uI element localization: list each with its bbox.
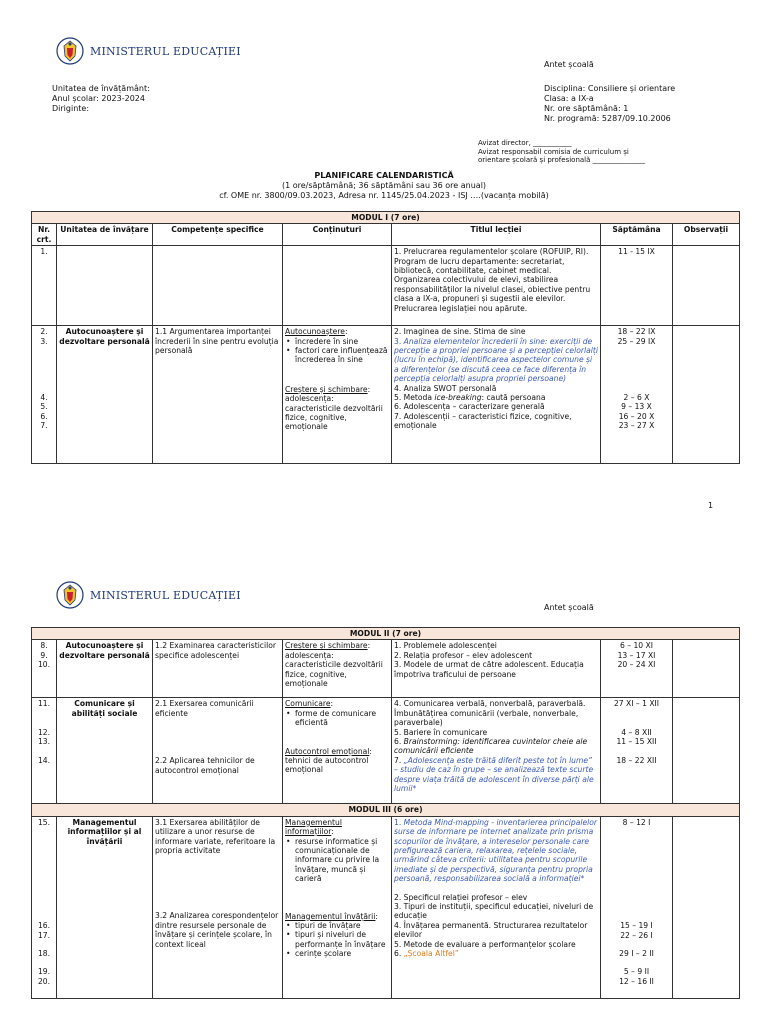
planning-table-page2: [31, 627, 740, 999]
content-item: • factori care influențează încrederea în sine: [295, 346, 389, 365]
content-item: • forme de comunicare eficientă: [295, 709, 389, 728]
info-unit: Unitatea de învățământ:: [52, 84, 150, 93]
competence: 2.1 Exersarea comunicării eficiente 2.2 Aplicarea tehnicilor de autocontrol emoțional: [153, 698, 283, 804]
antet-scoala-page2: Antet școală: [544, 603, 594, 612]
table-row: 11. 12. 13. 14. Comunicare și abilități sociale 2.1 Exersarea comunicării eficiente 2.2 Aplicarea tehnicilor de autocontrol emoțional Comunicare: • forme de comunicare eficientă Autocontrol emoțional: tehnici de autocontrol emoțional 4. Comunicarea verbală, nonverbală, paraverbală. Îmbunătățirea comunicării (verbale, nonverbale, paraverbale) 5. Bariere în comunicare 6. Brainstorming: identificarea cuvintelor cheie ale comunicării eficiente 7. „Adolescența este trăită diferit peste tot în lume” – studiu de caz în grupe – se analizează texte scurte despre viața trăită de adolescent în diverse părți ale lumii* 27 XI – 1 XII 4 – 8 XII 11 – 15 XII 18 – 22 XII: [32, 698, 740, 804]
module-1-row: [32, 212, 740, 224]
document-legal-ref: cf. OME nr. 3800/09.03.2023, Adresa nr. 1145/25.04.2023 - ISJ ….(vacanța mobilă): [219, 191, 549, 200]
weeks: 18 – 22 IX 25 – 29 IX 2 – 6 X 9 – 13 X 16 – 20 X 23 – 27 X: [601, 326, 673, 464]
week: 11 - 15 IX: [601, 246, 673, 326]
approval-director: Avizat director, ___________: [478, 139, 572, 147]
content-item: • cerințe școlare: [295, 949, 389, 958]
lesson-titles: 1. Metoda Mind-mapping - inventarierea principalelor surse de informare pe internet analizate prin prisma scopurilor de învățare, a intereselor personale care prefigurează cariera, relaxarea, rețelele sociale, urmărind câteva criterii: utilitatea pentru scopurile imediate și de perspectivă, siguranța pentru propria persoană, responsabilizarea socială a informației* 2. Specificul relației profesor – elev 3. Tipuri de instituții, specificul educației, niveluri de educație 4. Învățarea permanentă. Structurarea rezultatelor elevilor 5. Metode de evaluare a performanțelor școlare 6. „Școala Altfel”: [392, 816, 601, 998]
learning-unit: Managementul informațiilor și al învățării: [57, 816, 153, 998]
page-number: 1: [708, 501, 714, 510]
header-week: Săptămâna: [601, 224, 673, 246]
lesson-titles: 4. Comunicarea verbală, nonverbală, paraverbală. Îmbunătățirea comunicării (verbale, nonverbale, paraverbale) 5. Bariere în comunicare 6. Brainstorming: identificarea cuvintelor cheie ale comunicării eficiente 7. „Adolescența este trăită diferit peste tot în lume” – studiu de caz în grupe – se analizează texte scurte despre viața trăită de adolescent în diverse părți ale lumii*: [392, 698, 601, 804]
coat-of-arms-icon: [56, 580, 84, 610]
ministry-logo: [56, 36, 241, 66]
header-observations: Observații: [673, 224, 740, 246]
document-title-block: [0, 171, 768, 201]
row-nr: 1.: [32, 246, 57, 326]
school-info: [52, 84, 150, 114]
row-nr-group: 2. 3. 4. 5. 6. 7.: [32, 326, 57, 464]
document-subtitle: (1 ore/săptămână; 36 săptămâni sau 36 ore anual): [281, 181, 487, 190]
header-contents: Conținuturi: [283, 224, 392, 246]
header-unit: Unitatea de învățare: [57, 224, 153, 246]
antet-scoala: Antet școală: [544, 60, 594, 69]
contents: Autocunoaștere: • încredere în sine • factori care influențează încrederea în sine Creștere și schimbare: adolescența: caracteristicile dezvoltării fizice, cognitive, emoționale: [283, 326, 392, 464]
ministry-logo-page2: [56, 580, 241, 610]
contents: Creștere și schimbare: adolescența: caracteristicile dezvoltării fizice, cognitive, emoționale: [283, 640, 392, 698]
content-item: • tipuri și niveluri de performanțe în învățare: [295, 930, 389, 949]
table-row: [32, 326, 740, 464]
ministry-name: MINISTERUL EDUCAȚIEI: [90, 588, 241, 602]
module-3-title: MODUL III (6 ore): [32, 804, 740, 816]
approval-block: [478, 139, 645, 165]
learning-unit: Autocunoaștere și dezvoltare personală: [57, 326, 153, 464]
lesson-title: 1. Prelucrarea regulamentelor școlare (ROFUIP, RI). Program de lucru departamente: secretariat, bibliotecă, contabilitate, cabinet medical. Organizarea colectivului de elevi, stabilirea responsabilităților la nivelul clasei, obiective pentru clasa a IX-a, propuneri și sugestii ale elevilor. Prelucrarea legislației nou apărute.: [392, 246, 601, 326]
lesson-titles: 1. Problemele adolescenței 2. Relația profesor – elev adolescent 3. Modele de urmat de către adolescent. Educația împotriva traficului de persoane: [392, 640, 601, 698]
planning-table-page1: [31, 211, 740, 464]
info-year: Anul școlar: 2023-2024: [52, 94, 145, 103]
discipline-info: [544, 84, 675, 124]
document-title: PLANIFICARE CALENDARISTICĂ: [314, 171, 454, 180]
table-row: 15. 16. 17. 18. 19. 20. Managementul informațiilor și al învățării 3.1 Exersarea abilităților de utilizare a unor resurse de informare variate, referitoare la propria activitate 3.2 Analizarea corespondențelor dintre resursele personale de învățare și cerințele școlare, în context liceal Managementul informațiilor: • resurse informatice și comunicaționale de informare cu privire la învățare, muncă și carieră Managementul învățării: • tipuri de învățare • tipuri și niveluri de performanțe în învățare • cerințe școlare 1. Metoda Mind-mapping - inventarierea principalelor surse de informare pe internet analizate prin prisma scopurilor de învățare, a intereselor personale care prefigurează cariera, relaxarea, rețelele sociale, urmărind câteva criterii: utilitatea pentru scopurile imediate și de perspectivă, siguranța pentru propria persoană, responsabilizarea socială a informației* 2. Specificul relației profesor – elev 3. Tipuri de instituții, specificul educației, niveluri de educație 4. Învățarea permanentă. Structurarea rezultatelor elevilor 5. Metode de evaluare a performanțelor școlare 6. „Școala Altfel” 8 – 12 I 15 – 19 I 22 – 26 I 29 I – 2 II 5 – 9 II 12 – 16 II: [32, 816, 740, 998]
table-row: [32, 246, 740, 326]
approval-committee-2: orientare școlară și profesională _______________: [478, 156, 646, 164]
competence: 1.2 Examinarea caracteristicilor specifice adolescenței: [153, 640, 283, 698]
ministry-name: MINISTERUL EDUCAȚIEI: [90, 44, 241, 58]
module-1-title: MODUL I (7 ore): [32, 212, 740, 224]
module-2-title: MODUL II (7 ore): [32, 628, 740, 640]
competence: 1.1 Argumentarea importanței încrederii în sine pentru evoluția personală: [153, 326, 283, 464]
table-header-row: [32, 224, 740, 246]
coat-of-arms-icon: [56, 36, 84, 66]
learning-unit: Comunicare și abilități sociale: [57, 698, 153, 804]
content-item: • tipuri de învățare: [295, 921, 389, 930]
lesson-titles: 2. Imaginea de sine. Stima de sine 3. Analiza elementelor încrederii în sine: exerciții de percepție a propriei persoane și a percepției celorlalți (lucru în echipă), identificarea aspectelor comune și a diferențelor (se discută ceea ce face diferența în percepția celorlalți asupra propriei persoane) 4. Analiza SWOT personală 5. Metoda ice-breaking: caută persoana 6. Adolescența – caracterizare generală 7. Adolescenții – caracteristici fizice, cognitive, emoționale: [392, 326, 601, 464]
header-competence: Competențe specifice: [153, 224, 283, 246]
info-program: Nr. programă: 5287/09.10.2006: [544, 114, 671, 123]
competence: 3.1 Exersarea abilităților de utilizare a unor resurse de informare variate, referitoare la propria activitate 3.2 Analizarea corespondențelor dintre resursele personale de învățare și cerințele școlare, în context liceal: [153, 816, 283, 998]
contents: Managementul informațiilor: • resurse informatice și comunicaționale de informare cu privire la învățare, muncă și carieră Managementul învățării: • tipuri de învățare • tipuri și niveluri de performanțe în învățare • cerințe școlare: [283, 816, 392, 998]
header-lesson: Titlul lecției: [392, 224, 601, 246]
module-3-row: [32, 804, 740, 816]
learning-unit: Autocunoaștere și dezvoltare personală: [57, 640, 153, 698]
weeks: 6 – 10 XI 13 – 17 XI 20 – 24 XI: [601, 640, 673, 698]
contents: Comunicare: • forme de comunicare eficientă Autocontrol emoțional: tehnici de autocontrol emoțional: [283, 698, 392, 804]
weeks: 27 XI – 1 XII 4 – 8 XII 11 – 15 XII 18 – 22 XII: [601, 698, 673, 804]
info-hours: Nr. ore săptămână: 1: [544, 104, 629, 113]
info-class: Clasa: a IX-a: [544, 94, 594, 103]
content-item: • resurse informatice și comunicaționale de informare cu privire la învățare, muncă și carieră: [295, 837, 389, 884]
weeks: 8 – 12 I 15 – 19 I 22 – 26 I 29 I – 2 II 5 – 9 II 12 – 16 II: [601, 816, 673, 998]
info-teacher: Diriginte:: [52, 104, 90, 113]
header-nr: Nr. crt.: [32, 224, 57, 246]
table-row: 8. 9. 10. Autocunoaștere și dezvoltare personală 1.2 Examinarea caracteristicilor specifice adolescenței Creștere și schimbare: adolescența: caracteristicile dezvoltării fizice, cognitive, emoționale 1. Problemele adolescenței 2. Relația profesor – elev adolescent 3. Modele de urmat de către adolescent. Educația împotriva traficului de persoane 6 – 10 XI 13 – 17 XI 20 – 24 XI: [32, 640, 740, 698]
module-2-row: [32, 628, 740, 640]
info-discipline: Disciplina: Consiliere și orientare: [544, 84, 676, 93]
content-item: • încredere în sine: [295, 337, 389, 346]
approval-committee: Avizat responsabil comisia de curriculum și: [478, 147, 629, 156]
